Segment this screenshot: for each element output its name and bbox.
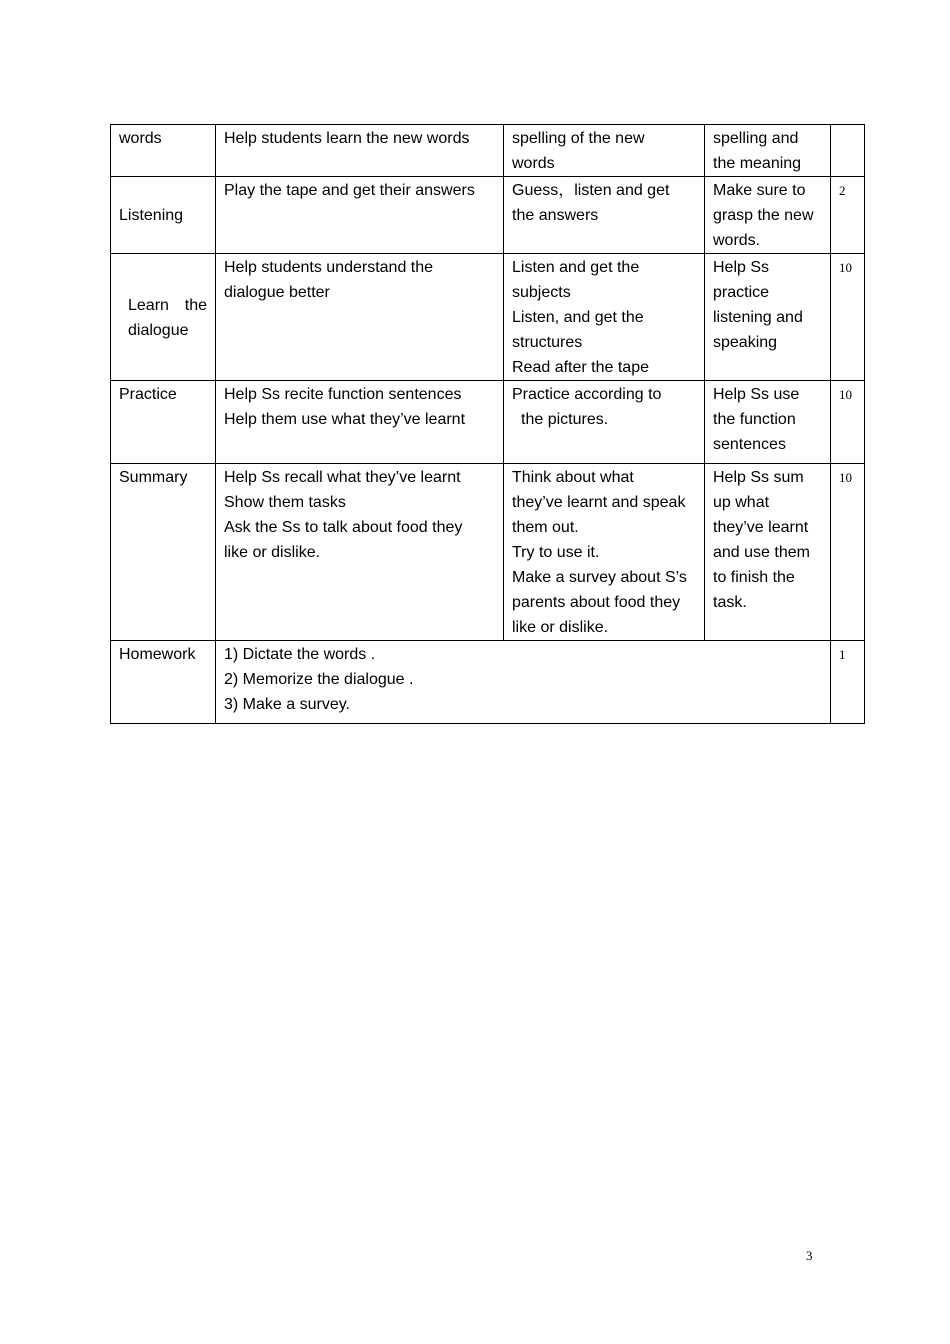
table-row <box>111 177 865 254</box>
purpose-line: the function <box>713 411 796 428</box>
homework-cell <box>216 641 831 724</box>
teacher-activity-cell <box>216 177 504 254</box>
teacher-activity-line: Help them use what they’ve learnt <box>224 411 466 428</box>
student-activity-line: Make a survey about S’s <box>512 569 687 586</box>
stage-label: Listening <box>119 207 184 224</box>
purpose-line: Help Ss sum <box>713 469 804 486</box>
page-number: 3 <box>806 1248 813 1263</box>
purpose-line: Make sure to <box>713 182 806 199</box>
table-row <box>111 464 865 641</box>
teacher-activity-cell <box>216 125 504 177</box>
teacher-activity-line: like or dislike. <box>224 544 321 561</box>
teacher-activity-line: Play the tape and get their answers <box>224 182 475 199</box>
purpose-cell <box>705 254 831 381</box>
table-row <box>111 254 865 381</box>
teacher-activity-line: Help students learn the new words <box>224 130 470 147</box>
stage-cell <box>111 464 216 641</box>
teacher-activity-cell <box>216 254 504 381</box>
student-activity-cell <box>504 254 705 381</box>
student-activity-line: Guess，listen and get <box>512 182 670 199</box>
time-value: 2 <box>839 183 846 198</box>
stage-label: Homework <box>119 646 196 663</box>
student-activity-line: structures <box>512 334 583 351</box>
student-activity-line: Read after the tape <box>512 359 649 376</box>
student-activity-line: Try to use it. <box>512 544 600 561</box>
teacher-activity-line: Help Ss recall what they’ve learnt <box>224 469 461 486</box>
purpose-line: Help Ss <box>713 259 770 276</box>
purpose-line: they’ve learnt <box>713 519 809 536</box>
lesson-plan-table <box>110 124 865 724</box>
student-activity-line: subjects <box>512 284 571 301</box>
stage-label-word: the <box>184 296 207 314</box>
time-value: 10 <box>839 260 852 275</box>
student-activity-line: the answers <box>512 207 599 224</box>
stage-label: Summary <box>119 469 188 486</box>
purpose-cell <box>705 125 831 177</box>
purpose-line: sentences <box>713 436 786 453</box>
time-cell <box>831 254 865 381</box>
purpose-line: the meaning <box>713 155 802 172</box>
purpose-cell <box>705 177 831 254</box>
student-activity-line: Listen, and get the <box>512 309 644 326</box>
time-cell <box>831 381 865 464</box>
student-activity-line: they’ve learnt and speak <box>512 494 686 511</box>
student-activity-cell <box>504 464 705 641</box>
student-activity-cell <box>504 125 705 177</box>
purpose-line: grasp the new <box>713 207 814 224</box>
student-activity-cell <box>504 177 705 254</box>
student-activity-line: Listen and get the <box>512 259 640 276</box>
student-activity-cell <box>504 381 705 464</box>
stage-label-word: Learn <box>128 296 169 314</box>
teacher-activity-cell <box>216 381 504 464</box>
stage-cell <box>111 254 216 381</box>
stage-cell <box>111 641 216 724</box>
purpose-line: and use them <box>713 544 810 561</box>
stage-cell <box>111 381 216 464</box>
teacher-activity-line: Ask the Ss to talk about food they <box>224 519 463 536</box>
teacher-activity-line: Help students understand the <box>224 259 434 276</box>
teacher-activity-cell <box>216 464 504 641</box>
purpose-line: spelling and <box>713 130 799 147</box>
student-activity-line: parents about food they <box>512 594 681 611</box>
time-value: 1 <box>839 647 846 662</box>
purpose-line: Help Ss use <box>713 386 800 403</box>
student-activity-line: like or dislike. <box>512 619 609 636</box>
time-cell <box>831 641 865 724</box>
purpose-line: up what <box>713 494 770 511</box>
table-row <box>111 381 865 464</box>
teacher-activity-line: Help Ss recite function sentences <box>224 386 462 403</box>
time-cell <box>831 125 865 177</box>
stage-label: Practice <box>119 386 177 403</box>
student-activity-line: the pictures. <box>521 411 609 428</box>
purpose-line: listening and <box>713 309 803 326</box>
student-activity-line: words <box>512 155 555 172</box>
stage-cell <box>111 125 216 177</box>
homework-item: 1) Dictate the words . <box>224 646 376 663</box>
student-activity-line: them out. <box>512 519 579 536</box>
stage-label: words <box>119 130 162 147</box>
time-cell <box>831 177 865 254</box>
table-row <box>111 125 865 177</box>
homework-item: 3) Make a survey. <box>224 696 350 713</box>
student-activity-line: spelling of the new <box>512 130 645 147</box>
stage-cell <box>111 177 216 254</box>
purpose-line: speaking <box>713 334 778 351</box>
purpose-line: task. <box>713 594 747 611</box>
stage-label <box>119 293 207 318</box>
purpose-line: words. <box>713 232 761 249</box>
teacher-activity-line: dialogue better <box>224 284 330 301</box>
teacher-activity-line: Show them tasks <box>224 494 346 511</box>
purpose-cell <box>705 381 831 464</box>
student-activity-line: Practice according to <box>512 386 662 403</box>
homework-item: 2) Memorize the dialogue . <box>224 671 414 688</box>
student-activity-line: Think about what <box>512 469 634 486</box>
table-row <box>111 641 865 724</box>
time-value: 10 <box>839 470 852 485</box>
stage-label-line: dialogue <box>128 321 189 339</box>
purpose-line: to finish the <box>713 569 795 586</box>
purpose-cell <box>705 464 831 641</box>
time-cell <box>831 464 865 641</box>
purpose-line: practice <box>713 284 770 301</box>
time-value: 10 <box>839 387 852 402</box>
